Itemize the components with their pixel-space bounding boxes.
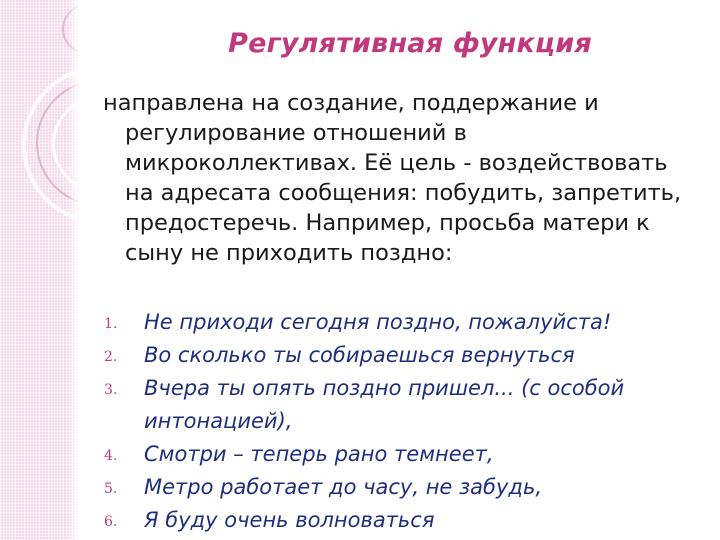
list-item xyxy=(100,504,710,537)
intro-continuation: регулирование отношений в микроколлективах. Её цель - воздействовать на адресата сообщения: побудить, запретить, предостеречь. Например, просьба матери к сыну не приходить поздно: xyxy=(125,120,682,266)
strip-fade xyxy=(66,0,80,540)
list-item-text: Вчера ты опять поздно пришел... (с особой интонацией), xyxy=(144,376,625,433)
list-item-text: Смотри – теперь рано темнеет, xyxy=(144,442,494,466)
list-item-text: Во сколько ты собираешься вернуться xyxy=(144,343,575,367)
list-item xyxy=(100,438,710,471)
list-item-text: Метро работает до часу, не забудь, xyxy=(144,475,543,499)
list-item-text: Я буду очень волноваться xyxy=(144,508,435,532)
list-item xyxy=(100,339,710,372)
list-number: 2. xyxy=(104,349,118,365)
list-number: 1. xyxy=(104,316,118,332)
intro-first-line: направлена на создание, поддержание и xyxy=(103,90,599,116)
list-item-text: Не приходи сегодня поздно, пожалуйста! xyxy=(144,310,612,334)
list-number: 3. xyxy=(104,382,118,398)
list-item xyxy=(100,471,710,504)
list-number: 6. xyxy=(104,514,118,530)
list-number: 5. xyxy=(104,481,118,497)
decorative-side-strip xyxy=(0,0,80,540)
list-item xyxy=(100,372,710,438)
slide-title: Регулятивная функция xyxy=(228,28,592,59)
example-list xyxy=(100,306,710,537)
intro-paragraph xyxy=(103,88,703,268)
list-item xyxy=(100,306,710,339)
list-number: 4. xyxy=(104,448,118,464)
